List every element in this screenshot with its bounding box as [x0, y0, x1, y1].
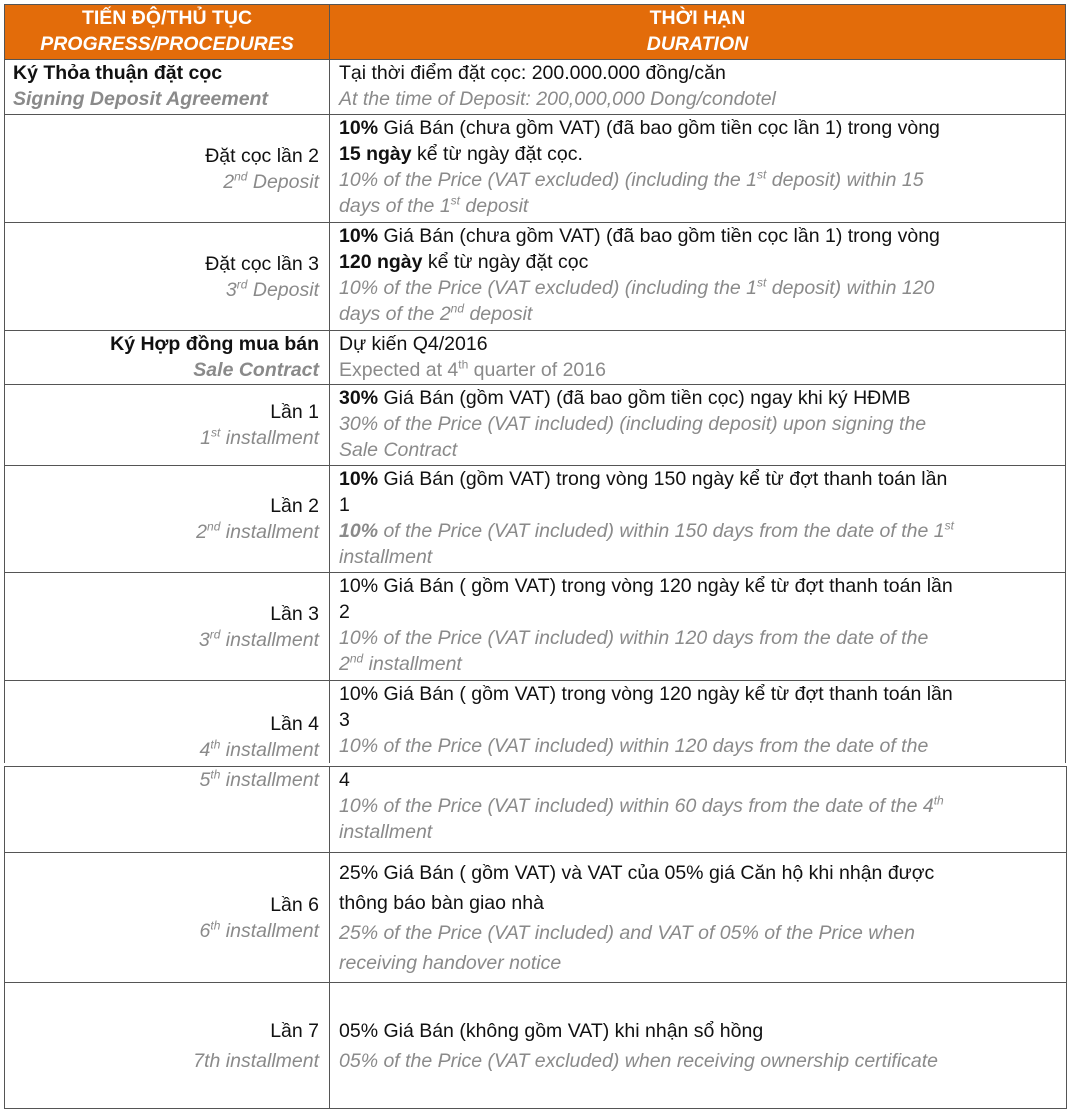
- row-label-en: 3rd Deposit: [225, 277, 319, 301]
- row-duration-cell: [330, 385, 1066, 466]
- header-progress-vn: TIẾN ĐỘ/THỦ TỤC: [81, 7, 253, 29]
- table-row: [5, 385, 1066, 466]
- table-row: [5, 466, 1066, 573]
- row-label-vn: Đặt cọc lần 3: [205, 252, 319, 275]
- row-label-vn: Lần 2: [270, 495, 319, 517]
- table-row: [5, 60, 1066, 115]
- row-duration-vn-2: 15 ngày kể từ ngày đặt cọc.: [339, 143, 583, 165]
- row-duration-cell: [330, 331, 1066, 385]
- payment-schedule-table-bottom: [4, 766, 1067, 1110]
- row-label-cell: [5, 573, 330, 681]
- row-label-cell: [5, 223, 330, 331]
- row-duration-en: 25% of the Price (VAT included) and VAT of 05% of the Price when: [339, 921, 915, 944]
- row-duration-en: 10% of the Price (VAT included) within 120 days from the date of the: [339, 627, 929, 649]
- row-duration-vn: 10% Giá Bán ( gồm VAT) trong vòng 120 ngày kể từ đợt thanh toán lần: [339, 575, 953, 597]
- row-label-vn: Lần 3: [270, 602, 319, 625]
- row-duration-cell: [330, 573, 1066, 681]
- row-duration-vn: 05% Giá Bán (không gồm VAT) khi nhận sổ hồng: [339, 1019, 764, 1042]
- row-label-cell: [5, 983, 330, 1109]
- table-header-row: [5, 5, 1066, 60]
- row-label-vn: Lần 7: [270, 1019, 319, 1042]
- row-label-en: 5th installment: [199, 767, 319, 791]
- row-duration-vn: 10% Giá Bán (gồm VAT) trong vòng 150 ngày kể từ đợt thanh toán lần: [339, 468, 948, 490]
- row-duration-en: 10% of the Price (VAT included) within 150 days from the date of the 1st: [339, 518, 954, 542]
- row-duration-cell: [330, 983, 1067, 1109]
- table-row: [5, 767, 1067, 853]
- header-progress-en: PROGRESS/PROCEDURES: [40, 33, 294, 55]
- row-duration-cell: [330, 853, 1067, 983]
- row-duration-en: 10% of the Price (VAT excluded) (including the 1st deposit) within 120: [339, 275, 935, 299]
- row-duration-vn-2: 120 ngày kể từ ngày đặt cọc: [339, 251, 589, 273]
- row-label-cell: [5, 385, 330, 466]
- row-label-vn: Ký Thỏa thuận đặt cọc: [13, 62, 223, 84]
- row-label-en: 3rd installment: [198, 627, 319, 651]
- payment-schedule-table-top: [4, 4, 1066, 764]
- row-duration-vn: 25% Giá Bán ( gồm VAT) và VAT của 05% giá Căn hộ khi nhận được: [339, 861, 935, 884]
- row-label-vn: Lần 6: [270, 893, 319, 916]
- row-duration-vn: 10% Giá Bán (chưa gồm VAT) (đã bao gồm tiền cọc lần 1) trong vòng: [339, 225, 940, 247]
- row-label-en: 7th installment: [193, 1049, 319, 1072]
- row-duration-en-2: installment: [339, 821, 433, 843]
- row-label-cell: [5, 60, 330, 115]
- row-duration-en: 05% of the Price (VAT excluded) when receiving ownership certificate: [339, 1049, 939, 1072]
- row-label-en: 1st installment: [200, 425, 319, 449]
- row-label-en: 4th installment: [199, 737, 319, 761]
- row-duration-en: Expected at 4th quarter of 2016: [339, 357, 606, 381]
- row-label-cell: [5, 331, 330, 385]
- row-duration-en-2: Sale Contract: [339, 439, 458, 461]
- header-duration-cell: [330, 5, 1066, 60]
- row-duration-cell: [330, 767, 1067, 853]
- row-duration-cell: [330, 466, 1066, 573]
- row-duration-cell: [330, 115, 1066, 223]
- row-duration-en-2: receiving handover notice: [339, 951, 562, 974]
- row-label-cell: [5, 767, 330, 853]
- row-duration-vn-2: 2: [339, 601, 350, 623]
- row-duration-vn: 10% Giá Bán (chưa gồm VAT) (đã bao gồm tiền cọc lần 1) trong vòng: [339, 117, 940, 139]
- table-row: [5, 115, 1066, 223]
- row-label-en: 6th installment: [199, 918, 319, 942]
- row-duration-vn-2: 1: [339, 494, 350, 516]
- row-label-cell: [5, 853, 330, 983]
- row-duration-vn: 10% Giá Bán ( gồm VAT) trong vòng 120 ngày kể từ đợt thanh toán lần: [339, 683, 953, 705]
- row-duration-en: 30% of the Price (VAT included) (including deposit) upon signing the: [339, 413, 927, 435]
- row-label-vn: Ký Hợp đồng mua bán: [110, 333, 319, 355]
- row-duration-cell: [330, 681, 1066, 763]
- row-label-vn: Lần 4: [270, 712, 319, 735]
- header-duration-vn: THỜI HẠN: [649, 7, 746, 29]
- row-duration-en-2: days of the 1st deposit: [339, 193, 529, 217]
- row-duration-en-2: installment: [339, 546, 433, 568]
- row-label-vn: Lần 1: [270, 401, 319, 423]
- row-duration-cell: [330, 60, 1066, 115]
- row-duration-en: 10% of the Price (VAT included) within 60 days from the date of the 4th: [339, 793, 944, 817]
- row-duration-en: At the time of Deposit: 200,000,000 Dong/condotel: [339, 88, 776, 110]
- row-duration-vn-2: thông báo bàn giao nhà: [339, 891, 544, 914]
- row-label-vn: Đặt cọc lần 2: [205, 144, 319, 167]
- row-label-en: 2nd installment: [196, 519, 319, 543]
- header-duration-en: DURATION: [646, 33, 749, 55]
- row-duration-en: 10% of the Price (VAT excluded) (including the 1st deposit) within 15: [339, 167, 924, 191]
- table-row: [5, 853, 1067, 983]
- row-duration-vn-2: 3: [339, 709, 350, 731]
- row-label-cell: [5, 466, 330, 573]
- table-row: [5, 331, 1066, 385]
- table-row: [5, 681, 1066, 763]
- header-progress-cell: [5, 5, 330, 60]
- row-duration-vn: 30% Giá Bán (gồm VAT) (đã bao gồm tiền cọc) ngay khi ký HĐMB: [339, 387, 911, 409]
- table-row: [5, 223, 1066, 331]
- row-duration-en-2: 2nd installment: [339, 651, 462, 675]
- row-label-cell: [5, 115, 330, 223]
- row-duration-en: 10% of the Price (VAT included) within 120 days from the date of the: [339, 735, 929, 757]
- table-row: [5, 573, 1066, 681]
- table-row: [5, 983, 1067, 1109]
- row-duration-vn: Tại thời điểm đặt cọc: 200.000.000 đồng/căn: [339, 62, 726, 84]
- row-duration-vn: 4: [339, 769, 350, 791]
- row-label-cell: [5, 681, 330, 763]
- row-duration-vn: Dự kiến Q4/2016: [339, 333, 488, 355]
- row-label-en: Signing Deposit Agreement: [13, 88, 268, 110]
- row-label-en: 2nd Deposit: [223, 169, 319, 193]
- row-duration-cell: [330, 223, 1066, 331]
- row-label-en: Sale Contract: [193, 359, 319, 381]
- row-duration-en-2: days of the 2nd deposit: [339, 301, 533, 325]
